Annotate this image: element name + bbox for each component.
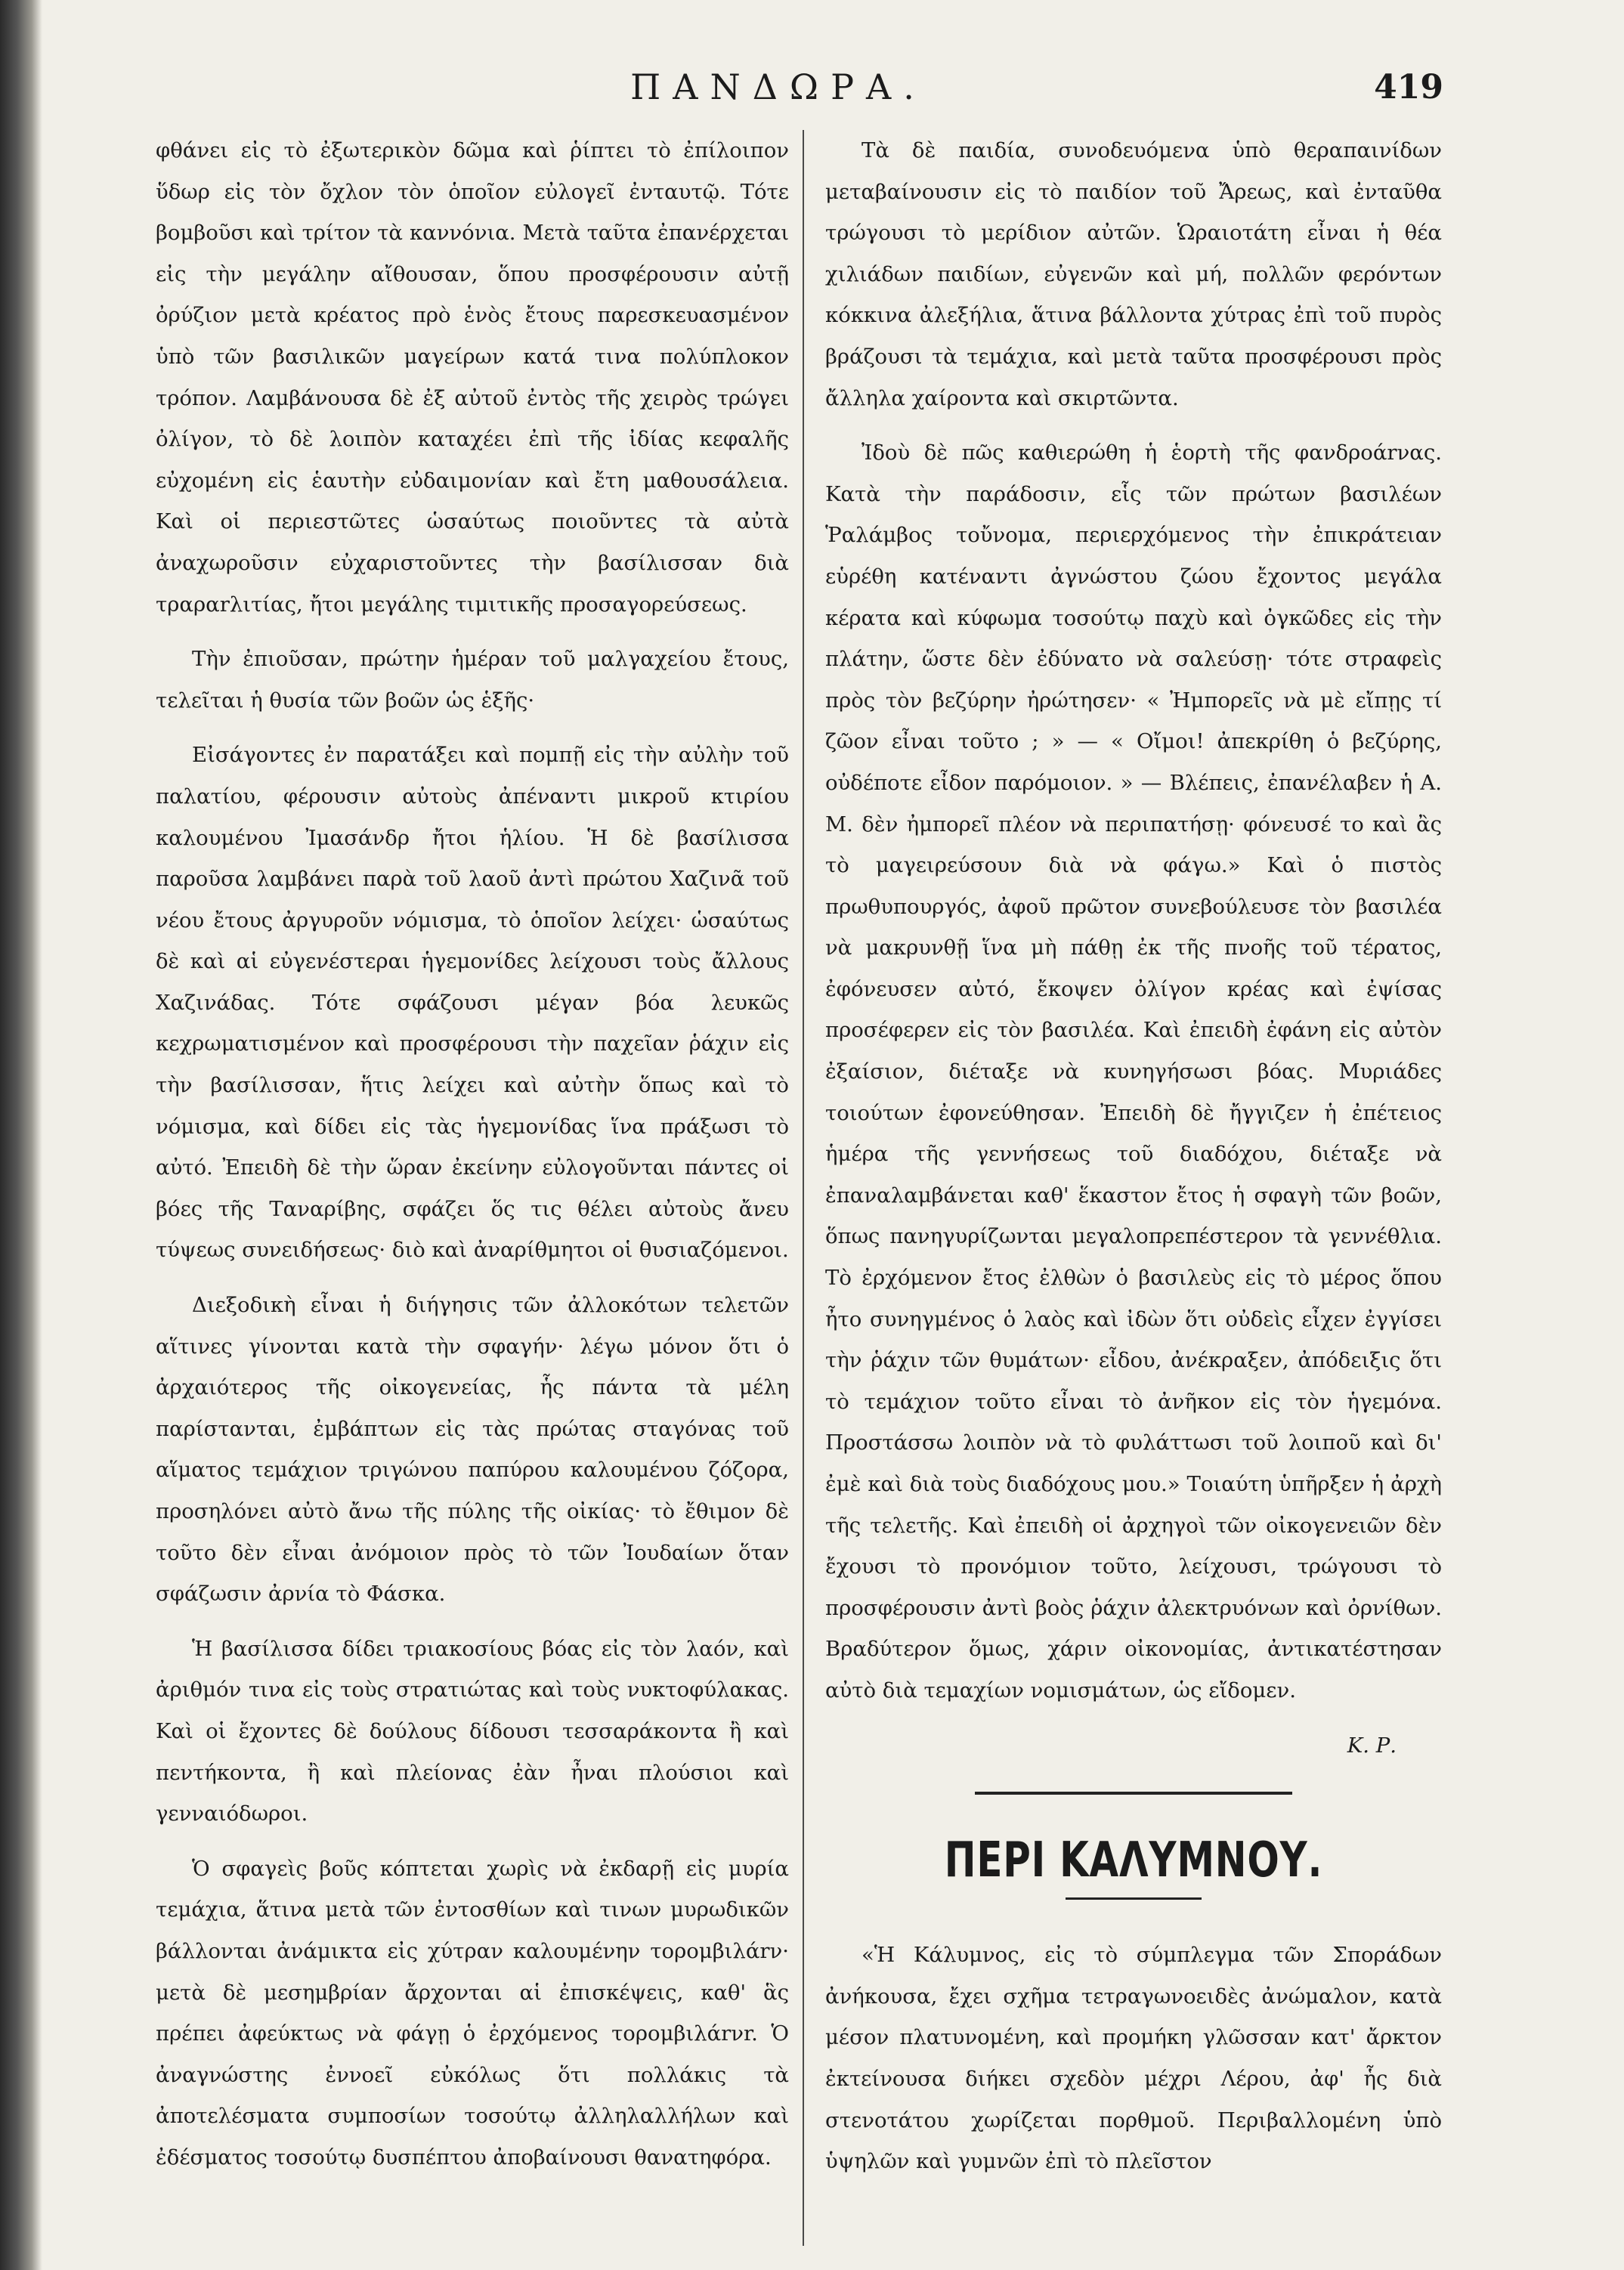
section-title: ΠΕΡΙ ΚΑΛΥΜΝΟΥ. bbox=[944, 1832, 1323, 1889]
section-separator bbox=[975, 1792, 1292, 1795]
paragraph: φθάνει εἰς τὸ ἐξωτερικὸν δῶμα καὶ ῥίπτει τὸ ἐπίλοιπον ὕδωρ εἰς τὸν ὄχλον τὸν ὁποῖον εὐλογεῖ ἐνταυτῷ. Τότε βομβοῦσι καὶ τρίτον τὰ καννόνια. Μετὰ ταῦτα ἐπανέρχεται εἰς τὴν μεγάλην αἴθουσαν, ὅπου προσφέρουσιν αὐτῇ ὀρύζιον μετὰ κρέατος πρὸ ἑνὸς ἔτους παρεσκευασμένον ὑπὸ τῶν βασιλικῶν μαγείρων κατά τινα πολύπλοκον τρόπον. Λαμβάνουσα δὲ ἐξ αὐτοῦ ἐντὸς τῆς χειρὸς τρώγει ὀλίγον, τὸ δὲ λοιπὸν καταχέει ἐπὶ τῆς ἰδίας κεφαλῆς εὐχομένη εἰς ἑαυτὴν εὐδαιμονίαν καὶ ἔτη μαθουσάλεια. Καὶ οἱ περιεστῶτες ὡσαύτως ποιοῦντες τὰ αὐτὰ ἀναχωροῦσιν εὐχαριστοῦντες τὴν βασίλισσαν διὰ τραραrλιτίας, ἤτοι μεγάλης τιμιτικῆς προσαγορεύσεως. bbox=[156, 138, 789, 617]
paragraph: Ὁ σφαγεὶς βοῦς κόπτεται χωρὶς νὰ ἐκδαρῇ εἰς μυρία τεμάχια, ἅτινα μετὰ τῶν ἐντοσθίων καὶ τινων μυρωδικῶν βάλλονται ἀνάμικτα εἰς χύτραν καλουμένην τορομβιλάrν· μετὰ δὲ μεσημβρίαν ἄρχονται αἱ ἐπισκέψεις, καθ' ἃς πρέπει ἀφεύκτως νὰ φάγῃ ὁ ἐρχόμενος τορομβιλάrνr. Ὁ ἀναγνώστης ἐννοεῖ εὐκόλως ὅτι πολλάκις τὰ ἀποτελέσματα συμποσίων τοσούτῳ ἀλληλαλλήλων καὶ ἐδέσματος τοσούτῳ δυσπέπτου ἀποβαίνουσι θανατηφόρα. bbox=[156, 1856, 789, 2169]
paragraph: Τὴν ἐπιοῦσαν, πρώτην ἡμέραν τοῦ μαλγαχείου ἔτους, τελεῖται ἡ θυσία τῶν βοῶν ὡς ἑξῆς· bbox=[156, 647, 789, 713]
page-header bbox=[113, 66, 1443, 119]
paragraph: «Ἡ Κάλυμνος, εἰς τὸ σύμπλεγμα τῶν Σποράδων ἀνήκουσα, ἔχει σχῆμα τετραγωνοειδὲς ἀνώμαλον, κατὰ μέσον πλατυνομένη, καὶ προμήκη γλῶσσαν κατ' ἄρκτον ἐκτείνουσα διήκει σχεδὸν μέχρι Λέρου, ἀφ' ἧς διὰ στενοτάτου χωρίζεται πορθμοῦ. Περιβαλλομένη ὑπὸ ὑψηλῶν καὶ γυμνῶν ἐπὶ τὸ πλεῖστον bbox=[825, 1943, 1442, 2174]
paragraph: Ἰδοὺ δὲ πῶς καθιερώθη ἡ ἑορτὴ τῆς φανδροάrνας. Κατὰ τὴν παράδοσιν, εἷς τῶν πρώτων βασιλέων Ῥαλάμβος τοὔνομα, περιερχόμενος τὴν ἐπικράτειαν εὑρέθη κατέναντι ἀγνώστου ζώου ἔχοντος μεγάλα κέρατα καὶ κύφωμα τοσούτῳ παχὺ καὶ ὀγκῶδες εἰς τὴν πλάτην, ὥστε δὲν ἐδύνατο νὰ σαλεύσῃ· τότε στραφεὶς πρὸς τὸν βεζύρην ἠρώτησεν· « Ἠμπορεῖς νὰ μὲ εἴπῃς τί ζῶον εἶναι τοῦτο ; » — « Οἴμοι! ἀπεκρίθη ὁ βεζύρης, οὐδέποτε εἶδον παρόμοιον. » — Βλέπεις, ἐπανέλαβεν ἡ Α. Μ. δὲν ἠμπορεῖ πλέον νὰ περιπατήσῃ· φόνευσέ το καὶ ἂς τὸ μαγειρεύσουν διὰ νὰ φάγω.» Καὶ ὁ πιστὸς πρωθυπουργός, ἀφοῦ πρῶτον συνεβούλευσε τὸν βασιλέα νὰ μακρυνθῇ ἵνα μὴ πάθῃ ἐκ τῆς πνοῆς τοῦ τέρατος, ἐφόνευσεν αὐτό, ἔκοψεν ὀλίγον κρέας καὶ ἐψίσας προσέφερεν εἰς τὸν βασιλέα. Καὶ ἐπειδὴ ἐφάνη εἰς αὐτὸν ἐξαίσιον, διέταξε νὰ κυνηγήσωσι βόας. Μυριάδες τοιούτων ἐφονεύθησαν. Ἐπειδὴ δὲ ἤγγιζεν ἡ ἐπέτειος ἡμέρα τῆς γεννήσεως τοῦ διαδόχου, διέταξε νὰ ἐπαναλαμβάνεται καθ' ἕκαστον ἔτος ἡ σφαγὴ τῶν βοῶν, ὅπως πανηγυρίζωνται μεγαλοπρεπέστερον τὰ γεννέθλια. Τὸ ἐρχόμενον ἔτος ἐλθὼν ὁ βασιλεὺς εἰς τὸ μέρος ὅπου ἦτο συνηγμένος ὁ λαὸς καὶ ἰδὼν ὅτι οὐδεὶς εἶχεν ἐγγίσει τὴν ῥάχιν τῶν θυμάτων· εἶδου, ἀνέκραξεν, ἀπόδειξις ὅτι τὸ τεμάχιον τοῦτο εἶναι τὸ ἀνῆκον εἰς τὸν ἡγεμόνα. Προστάσσω λοιπὸν νὰ τὸ φυλάττωσι τοῦ λοιποῦ καὶ δι' ἐμὲ καὶ διὰ τοὺς διαδόχους μου.» Τοιαύτη ὑπῆρξεν ἡ ἀρχὴ τῆς τελετῆς. Καὶ ἐπειδὴ οἱ ἀρχηγοὶ τῶν οἰκογενειῶν δὲν ἔχουσι τὸ προνόμιον τοῦτο, λείχουσι, τρώγουσι τὸ προσφέρουσιν ἀντὶ βοὸς ῥάχιν ἀλεκτρυόνων καὶ ὀρνίθων. Βραδύτερον ὅμως, χάριν οἰκονομίας, ἀντικατέστησαν αὐτὸ διὰ τεμαχίων νομισμάτων, ὡς εἴδομεν. bbox=[825, 441, 1442, 1702]
column-divider bbox=[803, 130, 804, 2246]
journal-title: ΠΑΝΔΩΡΑ. bbox=[630, 66, 926, 107]
left-column bbox=[156, 130, 789, 2192]
right-column bbox=[825, 130, 1442, 2196]
book-binding-shadow bbox=[0, 0, 42, 2270]
page-number: 419 bbox=[1374, 68, 1443, 107]
paragraph: Διεξοδικὴ εἶναι ἡ διήγησις τῶν ἀλλοκότων τελετῶν αἵτινες γίνονται κατὰ τὴν σφαγήν· λέγω μόνον ὅτι ὁ ἀρχαιότερος τῆς οἰκογενείας, ἧς πάντα τὰ μέλη παρίστανται, ἐμβάπτων εἰς τὰς πρώτας σταγόνας τοῦ αἵματος τεμάχιον τριγώνου παπύρου καλουμένου ζόζορα, προσηλόνει αὐτὸ ἄνω τῆς πύλης τῆς οἰκίας· τὸ ἔθιμον δὲ τοῦτο δὲν εἶναι ἀνόμοιον πρὸς τὸ τῶν Ἰουδαίων ὅταν σφάζωσιν ἀρνία τὸ Φάσκα. bbox=[156, 1293, 789, 1607]
paragraph: Τὰ δὲ παιδία, συνοδευόμενα ὑπὸ θεραπαινίδων μεταβαίνουσιν εἰς τὸ παιδίον τοῦ Ἄρεως, καὶ ἐνταῦθα τρώγουσι τὸ μερίδιον αὐτῶν. Ὡραιοτάτη εἶναι ἡ θέα χιλιάδων παιδίων, εὐγενῶν καὶ μή, πολλῶν φερόντων κόκκινα ἀλεξήλια, ἅτινα βάλλοντα χύτρας ἐπὶ τοῦ πυρὸς βράζουσι τὰ τεμάχια, καὶ μετὰ ταῦτα προσφέρουσι πρὸς ἄλληλα χαίροντα καὶ σκιρτῶντα. bbox=[825, 138, 1442, 410]
paragraph: Εἰσάγοντες ἐν παρατάξει καὶ πομπῇ εἰς τὴν αὐλὴν τοῦ παλατίου, φέρουσιν αὐτοὺς ἀπέναντι μικροῦ κτιρίου καλουμένου Ἰμασάνδρ ἤτοι ἡλίου. Ἡ δὲ βασίλισσα παροῦσα λαμβάνει παρὰ τοῦ λαοῦ ἀντὶ πρώτου Χαζινᾶ τοῦ νέου ἔτους ἀργυροῦν νόμισμα, τὸ ὁποῖον λείχει· ὡσαύτως δὲ καὶ αἱ εὐγενέστεραι ἡγεμονίδες λείχουσι τοὺς ἄλλους Χαζινάδας. Τότε σφάζουσι μέγαν βόα λευκῶς κεχρωματισμένον καὶ προσφέρουσι τὴν παχεῖαν ῥάχιν εἰς τὴν βασίλισσαν, ἥτις λείχει καὶ αὐτὴν ὅπως καὶ τὸ νόμισμα, καὶ δίδει εἰς τὰς ἡγεμονίδας ἵνα πράξωσι τὸ αὐτό. Ἐπειδὴ δὲ τὴν ὥραν ἐκείνην εὐλογοῦνται πάντες οἱ βόες τῆς Ταναρίβης, σφάζει ὅς τις θέλει αὐτοὺς ἄνευ τύψεως συνειδήσεως· διὸ καὶ ἀναρίθμητοι οἱ θυσιαζόμενοι. bbox=[156, 743, 789, 1263]
paragraph: Ἡ βασίλισσα δίδει τριακοσίους βόας εἰς τὸν λαόν, καὶ ἀριθμόν τινα εἰς τοὺς στρατιώτας καὶ τοὺς νυκτοφύλακας. Καὶ οἱ ἔχοντες δὲ δούλους δίδουσι τεσσαράκοντα ἢ καὶ πεντήκοντα, ἢ καὶ πλείονας ἐὰν ἦναι πλούσιοι καὶ γενναιόδωροι. bbox=[156, 1636, 789, 1826]
title-underline bbox=[1066, 1897, 1202, 1900]
author-signature: Κ. Ρ. bbox=[1347, 1733, 1397, 1758]
